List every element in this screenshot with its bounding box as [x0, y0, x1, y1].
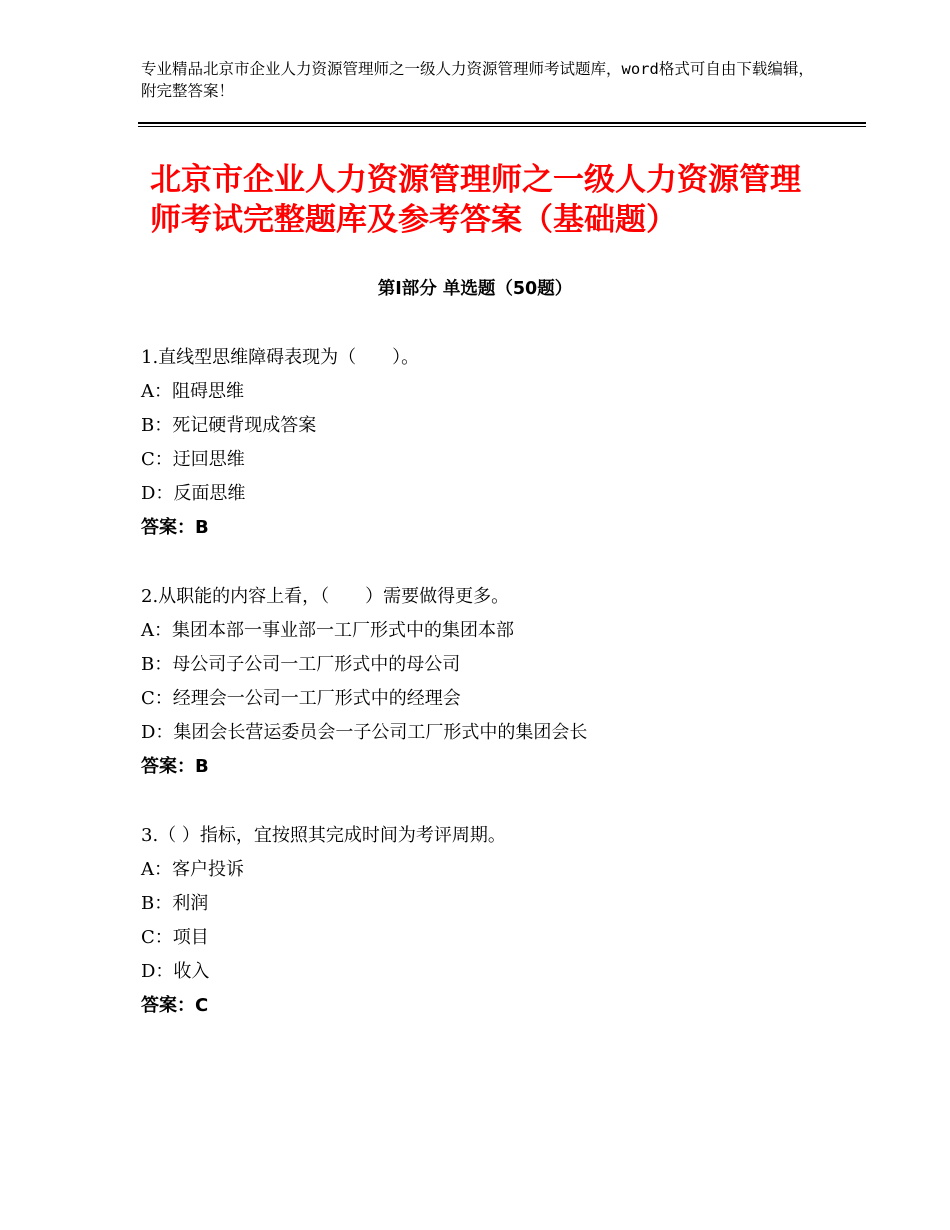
option-d: D：集团会长营运委员会一子公司工厂形式中的集团会长	[141, 722, 588, 743]
option-c: C：经理会一公司一工厂形式中的经理会	[141, 688, 461, 709]
option-d: D：收入	[141, 961, 210, 982]
question-3	[141, 823, 861, 1027]
option-b: B：死记硬背现成答案	[141, 415, 317, 436]
question-1	[141, 345, 861, 549]
option-d: D：反面思维	[141, 483, 246, 504]
option-a: A：集团本部一事业部一工厂形式中的集团本部	[141, 620, 514, 641]
question-list	[141, 345, 861, 1062]
question-stem: 1.直线型思维障碍表现为（ ）。	[141, 347, 420, 368]
option-a: A：客户投诉	[141, 859, 244, 880]
header-rule-thin	[138, 126, 866, 127]
option-c: C：项目	[141, 927, 209, 948]
answer: 答案：C	[141, 995, 209, 1016]
header-rule-thick	[138, 122, 866, 124]
option-a: A：阻碍思维	[141, 381, 244, 402]
question-2	[141, 584, 861, 788]
section-heading: 第Ⅰ部分 单选题（50题）	[377, 279, 573, 299]
answer: 答案：B	[141, 517, 209, 538]
question-stem: 2.从职能的内容上看，（ ）需要做得更多。	[141, 586, 510, 607]
option-b: B：利润	[141, 893, 209, 914]
document-title: 北京市企业人力资源管理师之一级人力资源管理师考试完整题库及参考答案（基础题）	[150, 162, 801, 238]
option-c: C：迂回思维	[141, 449, 245, 470]
question-stem: 3.（ ）指标，宜按照其完成时间为考评周期。	[141, 825, 506, 846]
option-b: B：母公司子公司一工厂形式中的母公司	[141, 654, 461, 675]
header-note: 专业精品北京市企业人力资源管理师之一级人力资源管理师考试题库，word格式可自由下载编辑，附完整答案！	[141, 60, 814, 100]
answer: 答案：B	[141, 756, 209, 777]
